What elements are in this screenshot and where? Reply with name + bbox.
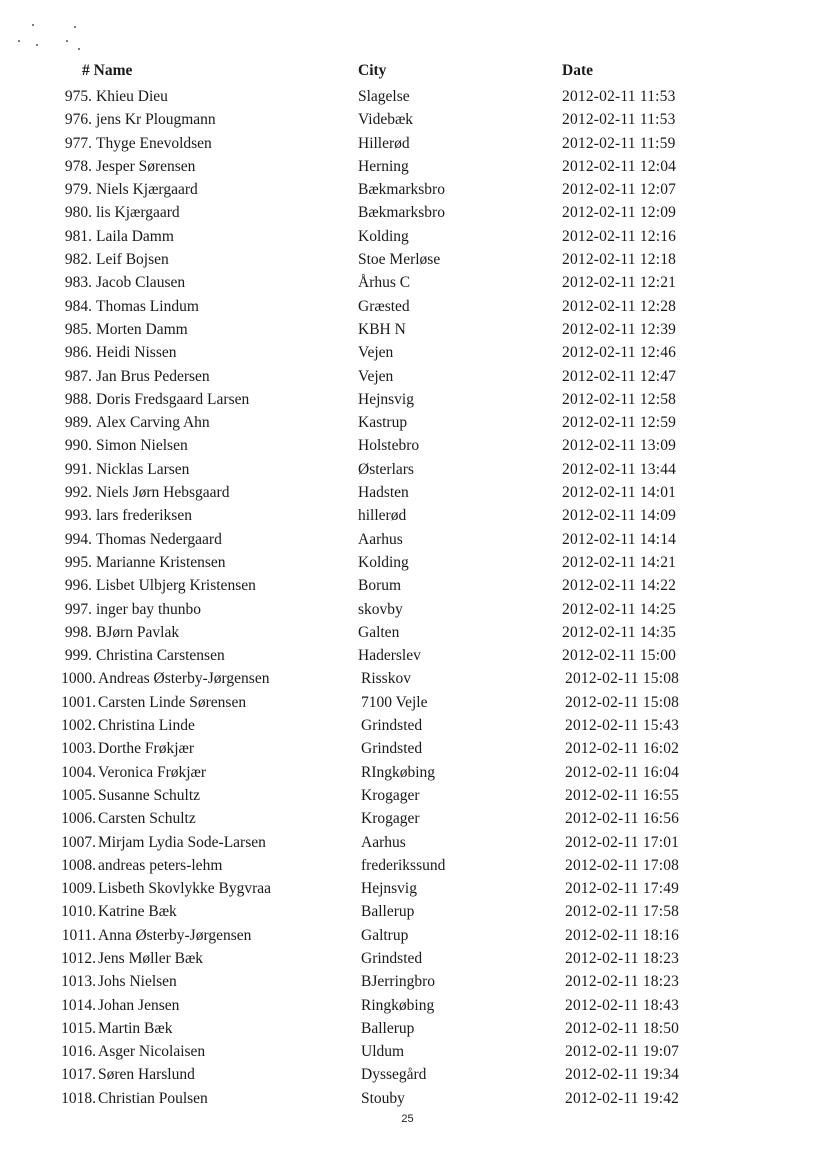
row-number: 982. (64, 251, 92, 269)
row-city: Haderslev (358, 647, 421, 665)
row-city: Ballerup (361, 1019, 415, 1037)
page-footer (0, 1113, 827, 1125)
table-row (0, 248, 827, 271)
row-name: Dorthe Frøkjær (98, 740, 195, 758)
row-date: 2012-02-11 12:59 (562, 414, 677, 432)
row-date: 2012-02-11 14:25 (562, 600, 677, 618)
row-city: Hadsten (358, 484, 409, 502)
table-header (0, 62, 827, 84)
row-name: Khieu Dieu (96, 88, 168, 105)
row-date: 2012-02-11 14:35 (562, 623, 677, 641)
row-city: Kolding (358, 227, 409, 245)
row-date: 2012-02-11 18:50 (565, 1019, 680, 1037)
row-city: Stouby (361, 1089, 405, 1107)
row-city: Aarhus (361, 833, 406, 851)
table-row (0, 1017, 827, 1040)
table-row (0, 318, 827, 341)
table-row (0, 644, 827, 667)
table-row (0, 434, 827, 457)
row-city: Grindsted (361, 949, 423, 967)
table-row (0, 271, 827, 294)
row-name: Susanne Schultz (98, 786, 201, 804)
row-date: 2012-02-11 12:46 (562, 344, 677, 362)
row-number: 1016. (61, 1043, 96, 1061)
row-name: Carsten Schultz (98, 810, 196, 828)
row-name: Lisbet Ulbjerg Kristensen (96, 577, 256, 595)
row-number: 1000. (61, 670, 96, 688)
row-name: inger bay thunbo (96, 600, 202, 618)
row-name: Jan Brus Pedersen (96, 367, 210, 385)
row-city: Vejen (358, 344, 394, 362)
table-row (0, 155, 827, 178)
scan-speck (18, 40, 20, 42)
row-number: 980. (64, 204, 92, 222)
row-city: Herning (358, 157, 409, 175)
table-row (0, 1087, 827, 1110)
row-number: 996. (64, 577, 92, 595)
table-row (0, 411, 827, 434)
row-city: Galten (358, 623, 400, 641)
page-number: 25 (401, 1113, 414, 1125)
row-number: 989. (64, 414, 92, 432)
table-row (0, 225, 827, 248)
row-date: 2012-02-11 12:07 (562, 181, 677, 199)
table-row (0, 295, 827, 318)
row-name: Alex Carving Ahn (96, 414, 210, 432)
row-name: Nicklas Larsen (96, 460, 190, 478)
row-number: 986. (64, 344, 92, 362)
row-date: 2012-02-11 14:21 (562, 553, 677, 571)
row-date: 2012-02-11 14:09 (562, 507, 677, 525)
row-number: 978. (64, 157, 92, 175)
row-city: skovby (358, 600, 403, 618)
row-number: 1004. (61, 763, 96, 781)
row-date: 2012-02-11 17:58 (565, 903, 680, 921)
row-date: 2012-02-11 12:16 (562, 227, 677, 245)
row-number: 975. (64, 88, 92, 105)
row-city: Kastrup (358, 414, 408, 432)
row-date: 2012-02-11 12:58 (562, 390, 677, 408)
row-number: 993. (64, 507, 92, 525)
row-date: 2012-02-11 19:42 (565, 1089, 680, 1107)
column-header-city: City (358, 62, 387, 79)
row-number: 1001. (61, 693, 96, 711)
row-number: 994. (64, 530, 92, 548)
table-row (0, 574, 827, 597)
row-name: Christina Linde (98, 717, 195, 735)
table-body (0, 85, 827, 1110)
row-city: Krogager (361, 810, 420, 828)
row-city: Græsted (358, 297, 410, 315)
row-date: 2012-02-11 18:16 (565, 926, 680, 944)
table-row (0, 201, 827, 224)
row-name: Thomas Lindum (96, 297, 199, 315)
row-number: 990. (64, 437, 92, 455)
row-date: 2012-02-11 14:22 (562, 577, 677, 595)
row-name: Christina Carstensen (96, 647, 225, 665)
row-date: 2012-02-11 15:08 (565, 670, 680, 688)
row-date: 2012-02-11 19:34 (565, 1066, 680, 1084)
row-city: Grindsted (361, 717, 423, 735)
row-name: Mirjam Lydia Sode-Larsen (98, 833, 266, 851)
table-row (0, 132, 827, 155)
table-row (0, 667, 827, 690)
scan-speck (66, 40, 68, 42)
row-date: 2012-02-11 11:59 (562, 134, 676, 152)
row-name: BJørn Pavlak (96, 623, 180, 641)
row-number: 977. (64, 134, 92, 152)
row-name: Christian Poulsen (98, 1089, 208, 1107)
row-name: Thyge Enevoldsen (96, 134, 212, 152)
table-row (0, 365, 827, 388)
row-city: Krogager (361, 786, 420, 804)
row-date: 2012-02-11 17:49 (565, 880, 680, 898)
row-city: Videbæk (358, 111, 414, 129)
row-name: Johs Nielsen (98, 973, 177, 991)
row-date: 2012-02-11 16:55 (565, 786, 680, 804)
row-number: 1007. (61, 833, 96, 851)
row-date: 2012-02-11 11:53 (562, 111, 676, 129)
column-header-date: Date (562, 62, 593, 79)
row-number: 1009. (61, 880, 96, 898)
table-row (0, 388, 827, 411)
row-city: Aarhus (358, 530, 403, 548)
row-number: 1003. (61, 740, 96, 758)
table-row (0, 947, 827, 970)
row-name: lars frederiksen (96, 507, 192, 525)
table-row (0, 341, 827, 364)
table-row (0, 621, 827, 644)
row-number: 1014. (61, 996, 96, 1014)
row-city: Slagelse (358, 88, 410, 105)
table-row (0, 714, 827, 737)
row-number: 991. (64, 460, 92, 478)
row-name: jens Kr Plougmann (96, 111, 216, 129)
row-city: Århus C (358, 274, 411, 292)
row-city: Borum (358, 577, 402, 595)
row-city: Holstebro (358, 437, 420, 455)
row-city: Hejnsvig (358, 390, 414, 408)
row-city: Galtrup (361, 926, 409, 944)
row-date: 2012-02-11 14:01 (562, 484, 677, 502)
row-city: Vejen (358, 367, 394, 385)
row-name: Niels Jørn Hebsgaard (96, 484, 230, 502)
table-row (0, 481, 827, 504)
row-city: Dyssegård (361, 1066, 427, 1084)
row-city: KBH N (358, 320, 406, 338)
scan-specks (14, 18, 94, 58)
row-name: Asger Nicolaisen (98, 1043, 206, 1061)
row-name: Anna Østerby-Jørgensen (98, 926, 252, 944)
table-row (0, 1063, 827, 1086)
row-date: 2012-02-11 11:53 (562, 88, 676, 105)
row-name: andreas peters-lehm (98, 856, 223, 874)
row-number: 1015. (61, 1019, 96, 1037)
row-number: 981. (64, 227, 92, 245)
row-date: 2012-02-11 13:44 (562, 460, 677, 478)
row-name: Doris Fredsgaard Larsen (96, 390, 250, 408)
table-row (0, 807, 827, 830)
row-name: Johan Jensen (98, 996, 180, 1014)
table-row (0, 924, 827, 947)
row-city: Hillerød (358, 134, 410, 152)
row-city: frederikssund (361, 856, 446, 874)
row-name: Morten Damm (96, 320, 188, 338)
row-date: 2012-02-11 15:43 (565, 717, 680, 735)
row-number: 1012. (61, 949, 96, 967)
row-name: Niels Kjærgaard (96, 181, 198, 199)
row-date: 2012-02-11 15:08 (565, 693, 680, 711)
table-row (0, 551, 827, 574)
row-number: 1011. (61, 926, 96, 944)
row-date: 2012-02-11 18:43 (565, 996, 680, 1014)
row-date: 2012-02-11 18:23 (565, 973, 680, 991)
row-number: 1006. (61, 810, 96, 828)
row-date: 2012-02-11 16:04 (565, 763, 680, 781)
row-number: 987. (64, 367, 92, 385)
row-date: 2012-02-11 19:07 (565, 1043, 680, 1061)
row-date: 2012-02-11 18:23 (565, 949, 680, 967)
row-number: 983. (64, 274, 92, 292)
row-name: Jesper Sørensen (96, 157, 196, 175)
scan-speck (36, 44, 38, 46)
table-row (0, 108, 827, 131)
row-name: Carsten Linde Sørensen (98, 693, 247, 711)
row-city: Bækmarksbro (358, 181, 445, 199)
table-row (0, 994, 827, 1017)
row-city: Ballerup (361, 903, 415, 921)
row-date: 2012-02-11 17:08 (565, 856, 680, 874)
row-number: 992. (64, 484, 92, 502)
row-number: 1018. (61, 1089, 96, 1107)
row-date: 2012-02-11 12:39 (562, 320, 677, 338)
row-city: hillerød (358, 507, 407, 525)
row-date: 2012-02-11 12:09 (562, 204, 677, 222)
table-row (0, 784, 827, 807)
row-city: Bækmarksbro (358, 204, 445, 222)
row-number: 998. (64, 623, 92, 641)
row-date: 2012-02-11 16:02 (565, 740, 680, 758)
row-date: 2012-02-11 15:00 (562, 647, 677, 665)
row-city: 7100 Vejle (361, 693, 428, 711)
row-name: Heidi Nissen (96, 344, 177, 362)
table-row (0, 831, 827, 854)
row-city: Grindsted (361, 740, 423, 758)
table-row (0, 178, 827, 201)
row-date: 2012-02-11 12:18 (562, 251, 677, 269)
row-name: Jens Møller Bæk (98, 949, 204, 967)
table-row (0, 761, 827, 784)
row-date: 2012-02-11 17:01 (565, 833, 680, 851)
row-number: 985. (64, 320, 92, 338)
table-row (0, 900, 827, 923)
row-number: 988. (64, 390, 92, 408)
table-row (0, 737, 827, 760)
row-name: Simon Nielsen (96, 437, 188, 455)
row-city: Østerlars (358, 460, 414, 478)
row-number: 1010. (61, 903, 96, 921)
row-number: 1005. (61, 786, 96, 804)
row-city: Ringkøbing (361, 996, 435, 1014)
row-number: 979. (64, 181, 92, 199)
row-name: Jacob Clausen (96, 274, 186, 292)
scan-speck (78, 48, 80, 50)
row-city: BJerringbro (361, 973, 436, 991)
row-number: 999. (64, 647, 92, 665)
row-number: 984. (64, 297, 92, 315)
table-row (0, 528, 827, 551)
row-date: 2012-02-11 12:47 (562, 367, 677, 385)
row-date: 2012-02-11 12:04 (562, 157, 677, 175)
row-date: 2012-02-11 13:09 (562, 437, 677, 455)
row-city: Stoe Merløse (358, 251, 441, 269)
table-row (0, 877, 827, 900)
row-name: Thomas Nedergaard (96, 530, 222, 548)
table-row (0, 691, 827, 714)
row-number: 1008. (61, 856, 96, 874)
row-name: Martin Bæk (98, 1019, 173, 1037)
table-row (0, 970, 827, 993)
table-row (0, 504, 827, 527)
table-row (0, 458, 827, 481)
row-number: 1013. (61, 973, 96, 991)
scan-speck (74, 26, 76, 28)
row-city: Uldum (361, 1043, 405, 1061)
scan-speck (32, 24, 34, 26)
table-row (0, 1040, 827, 1063)
row-date: 2012-02-11 12:21 (562, 274, 677, 292)
row-city: Kolding (358, 553, 409, 571)
row-number: 995. (64, 553, 92, 571)
row-city: RIngkøbing (361, 763, 436, 781)
table-row (0, 85, 827, 108)
row-name: lis Kjærgaard (96, 204, 180, 222)
row-name: Marianne Kristensen (96, 553, 226, 571)
row-name: Leif Bojsen (96, 251, 169, 269)
row-date: 2012-02-11 14:14 (562, 530, 677, 548)
row-name: Andreas Østerby-Jørgensen (98, 670, 270, 688)
row-date: 2012-02-11 12:28 (562, 297, 677, 315)
row-name: Lisbeth Skovlykke Bygvraa (98, 880, 272, 898)
row-city: Hejnsvig (361, 880, 417, 898)
row-name: Laila Damm (96, 227, 174, 245)
row-city: Risskov (361, 670, 411, 688)
row-name: Veronica Frøkjær (98, 763, 207, 781)
row-number: 1002. (61, 717, 96, 735)
row-number: 997. (64, 600, 92, 618)
row-name: Katrine Bæk (98, 903, 177, 921)
table-row (0, 854, 827, 877)
row-name: Søren Harslund (98, 1066, 195, 1084)
row-number: 976. (64, 111, 92, 129)
column-header-name: # Name (82, 62, 133, 79)
row-number: 1017. (61, 1066, 96, 1084)
row-date: 2012-02-11 16:56 (565, 810, 680, 828)
table-row (0, 598, 827, 621)
